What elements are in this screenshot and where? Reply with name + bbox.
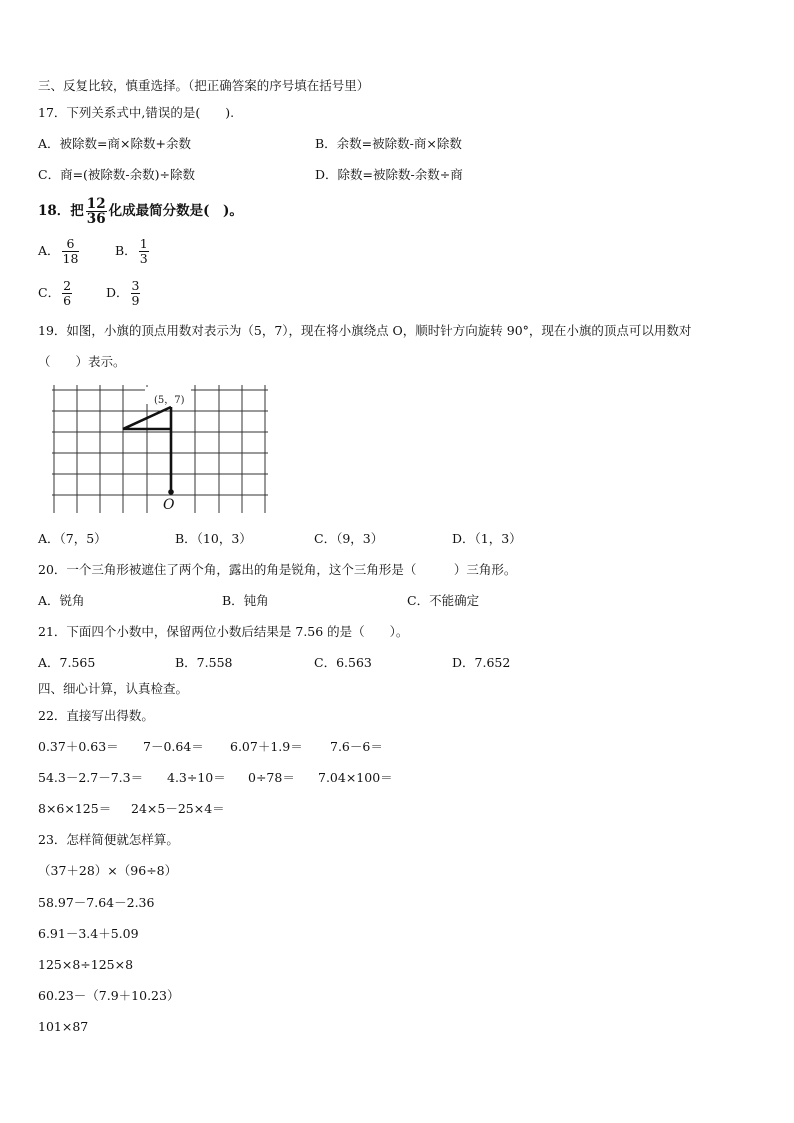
q18-stem	[38, 192, 243, 230]
q17-option-c: C．商=(被除数-余数)÷除数	[38, 167, 195, 182]
denominator: 18	[62, 251, 79, 266]
q22-expression: 0.37＋0.63＝	[38, 739, 119, 754]
q23-item: （37＋28）×（96÷8）	[38, 863, 178, 878]
q18-fraction	[86, 197, 107, 226]
q22-expression: 54.3－2.7－7.3＝	[38, 770, 144, 785]
q21-option-a: A．7.565	[38, 655, 96, 670]
option-fraction	[62, 237, 80, 266]
q22-stem: 22．直接写出得数。	[38, 708, 154, 723]
q18-option-a	[38, 232, 81, 270]
q19-stem-line-2: （ ）表示。	[38, 354, 126, 369]
q17-option-a: A．被除数=商×除数+余数	[38, 136, 191, 151]
q19-option-b: B．（10，3）	[175, 531, 252, 546]
q18-fraction-denominator: 36	[86, 211, 106, 227]
numerator: 2	[63, 278, 72, 293]
q23-stem: 23．怎样简便就怎样算。	[38, 832, 179, 847]
q23-item: 60.23－（7.9＋10.23）	[38, 988, 180, 1003]
denominator: 9	[131, 293, 140, 308]
q22-expression: 4.3÷10＝	[167, 770, 226, 785]
q23-item: 101×87	[38, 1019, 89, 1034]
option-fraction	[139, 237, 149, 266]
q20-stem: 20．一个三角形被遮住了两个角，露出的角是锐角，这个三角形是（ ）三角形。	[38, 562, 517, 577]
option-label: A．	[38, 243, 60, 258]
option-label: D．	[106, 285, 129, 300]
q21-option-b: B．7.558	[175, 655, 233, 670]
q19-flag-grid-figure	[50, 385, 275, 515]
q22-expression: 6.07＋1.9＝	[230, 739, 303, 754]
option-label: B．	[115, 243, 137, 258]
section-4-heading: 四、细心计算，认真检查。	[38, 681, 189, 696]
q21-stem: 21．下面四个小数中，保留两位小数后结果是 7.56 的是（ ）。	[38, 624, 409, 639]
section-3-heading: 三、反复比较，慎重选择。（把正确答案的序号填在括号里）	[38, 78, 370, 93]
q22-expression: 7－0.64＝	[143, 739, 204, 754]
option-label: C．	[38, 285, 61, 300]
q23-item: 6.91－3.4＋5.09	[38, 926, 139, 941]
q20-option-a: A．锐角	[38, 593, 85, 608]
q18-option-b	[115, 232, 151, 270]
numerator: 1	[139, 236, 148, 251]
numerator: 6	[62, 237, 80, 252]
q18-option-c	[38, 274, 74, 312]
q19-option-c: C．（9，3）	[314, 531, 384, 546]
q20-option-b: B．钝角	[222, 593, 269, 608]
numerator: 3	[131, 278, 140, 293]
point-label: (5，7)	[154, 395, 185, 406]
q22-expression: 8×6×125＝	[38, 801, 112, 816]
q19-option-a: A．（7，5）	[38, 531, 107, 546]
q22-expression: 7.6－6＝	[330, 739, 383, 754]
q18-fraction-numerator: 12	[86, 196, 106, 212]
q20-option-c: C．不能确定	[407, 593, 480, 608]
q22-expression: 0÷78＝	[248, 770, 295, 785]
q18-option-d	[106, 274, 142, 312]
origin-label: O	[163, 497, 175, 513]
option-fraction	[131, 279, 141, 308]
q23-item: 125×8÷125×8	[38, 957, 134, 972]
q17-option-d: D．除数=被除数-余数÷商	[315, 167, 463, 182]
q19-option-d: D．（1，3）	[452, 531, 522, 546]
q22-expression: 7.04×100＝	[318, 770, 393, 785]
q18-prefix: 18．把	[38, 203, 84, 219]
origin-point	[168, 489, 174, 495]
q23-item: 58.97－7.64－2.36	[38, 895, 155, 910]
q17-stem: 17．下列关系式中,错误的是( ).	[38, 105, 235, 120]
q21-option-d: D．7.652	[452, 655, 511, 670]
q17-option-b: B．余数=被除数-商×除数	[315, 136, 462, 151]
q18-suffix: 化成最简分数是( )。	[108, 203, 243, 219]
denominator: 6	[63, 293, 72, 308]
q19-stem-line-1: 19．如图，小旗的顶点用数对表示为（5，7），现在将小旗绕点 O，顺时针方向旋转 90°，现在小旗的顶点可以用数对	[38, 323, 692, 338]
q21-option-c: C．6.563	[314, 655, 372, 670]
q22-expression: 24×5－25×4＝	[131, 801, 225, 816]
option-fraction	[62, 279, 72, 308]
denominator: 3	[139, 251, 148, 266]
